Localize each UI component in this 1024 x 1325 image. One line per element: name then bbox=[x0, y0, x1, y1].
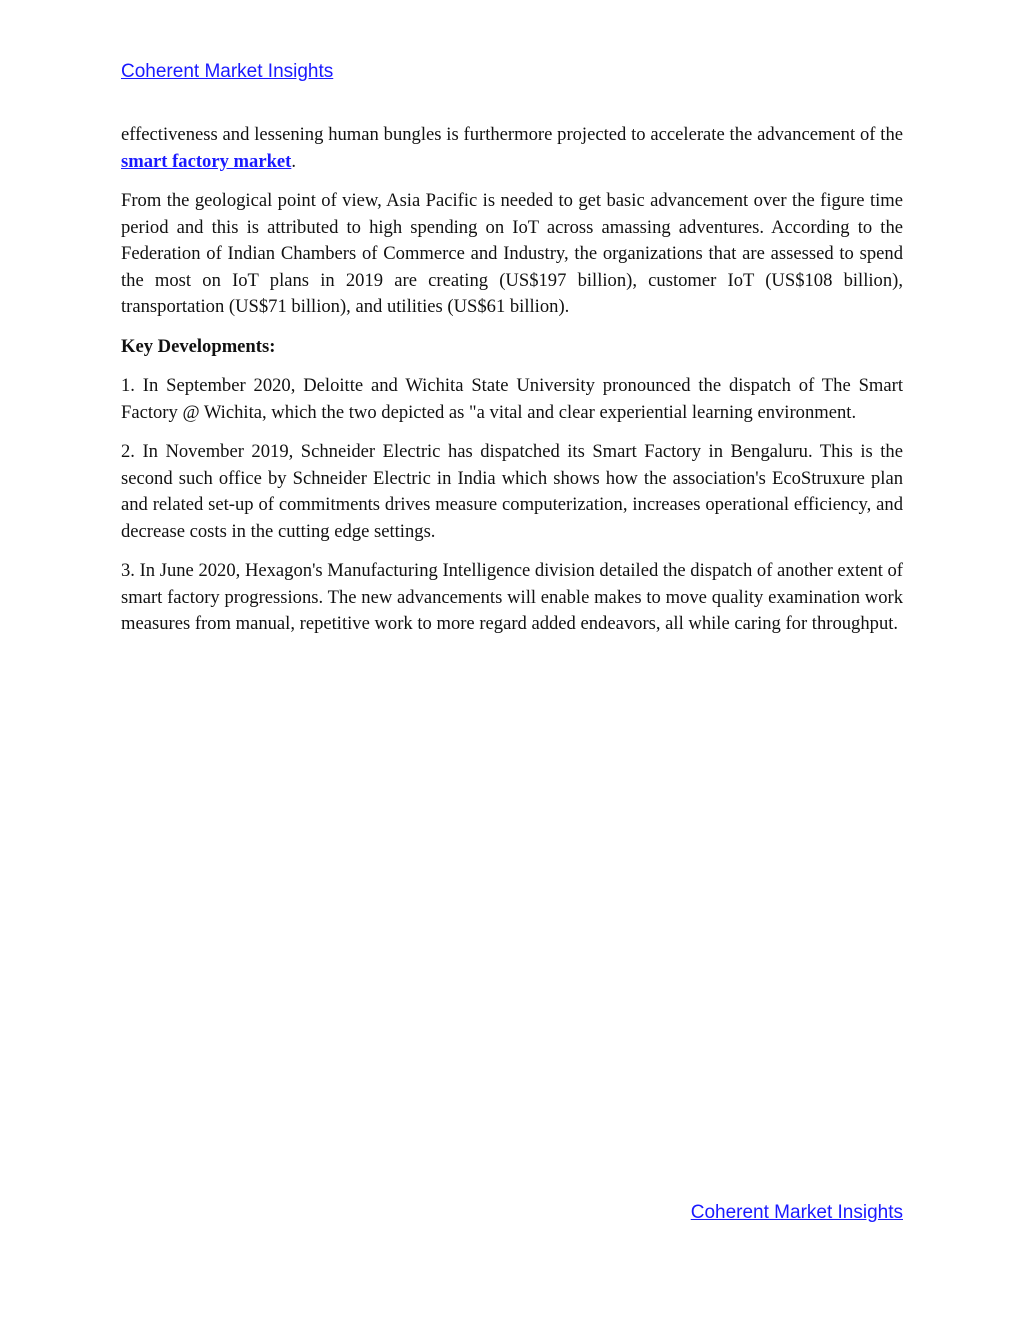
paragraph-intro-text-after: . bbox=[291, 150, 297, 172]
footer-brand-link[interactable]: Coherent Market Insights bbox=[690, 1202, 903, 1223]
development-item-1: 1. In September 2020, Deloitte and Wichita State University pronounced the dispatch of The Smart Factory @ Wichita, which the two depicted as "a vital and clear experiential learning environment. bbox=[121, 375, 903, 423]
paragraph-asia-pacific: From the geological point of view, Asia Pacific is needed to get basic advancement over the figure time period and this is attributed to high spending on IoT across amassing adventures. According to the Federation of Indian Chambers of Commerce and Industry, the organizations that are assessed to spend the most on IoT plans in 2019 are creating (US$197 billion), customer IoT (US$108 billion), transportation (US$71 billion), and utilities (US$61 billion). bbox=[121, 190, 903, 317]
document-body bbox=[121, 122, 903, 651]
paragraph-intro bbox=[121, 122, 903, 175]
smart-factory-market-link[interactable]: smart factory market bbox=[121, 150, 292, 172]
paragraph-intro-text-before: effectiveness and lessening human bungles is furthermore projected to accelerate the advancement of the bbox=[121, 124, 903, 145]
key-developments-heading: Key Developments: bbox=[121, 335, 276, 357]
header-brand-link[interactable]: Coherent Market Insights bbox=[121, 61, 334, 82]
development-item-3: 3. In June 2020, Hexagon's Manufacturing Intelligence division detailed the dispatch of another extent of smart factory progressions. The new advancements will enable makes to move quality examination work measures from manual, repetitive work to more regard added endeavors, all while caring for throughput. bbox=[121, 560, 903, 634]
development-item-2: 2. In November 2019, Schneider Electric has dispatched its Smart Factory in Bengaluru. This is the second such office by Schneider Electric in India which shows how the association's EcoStruxure plan and related set-up of commitments drives measure computerization, increases operational efficiency, and decrease costs in the cutting edge settings. bbox=[121, 441, 903, 542]
